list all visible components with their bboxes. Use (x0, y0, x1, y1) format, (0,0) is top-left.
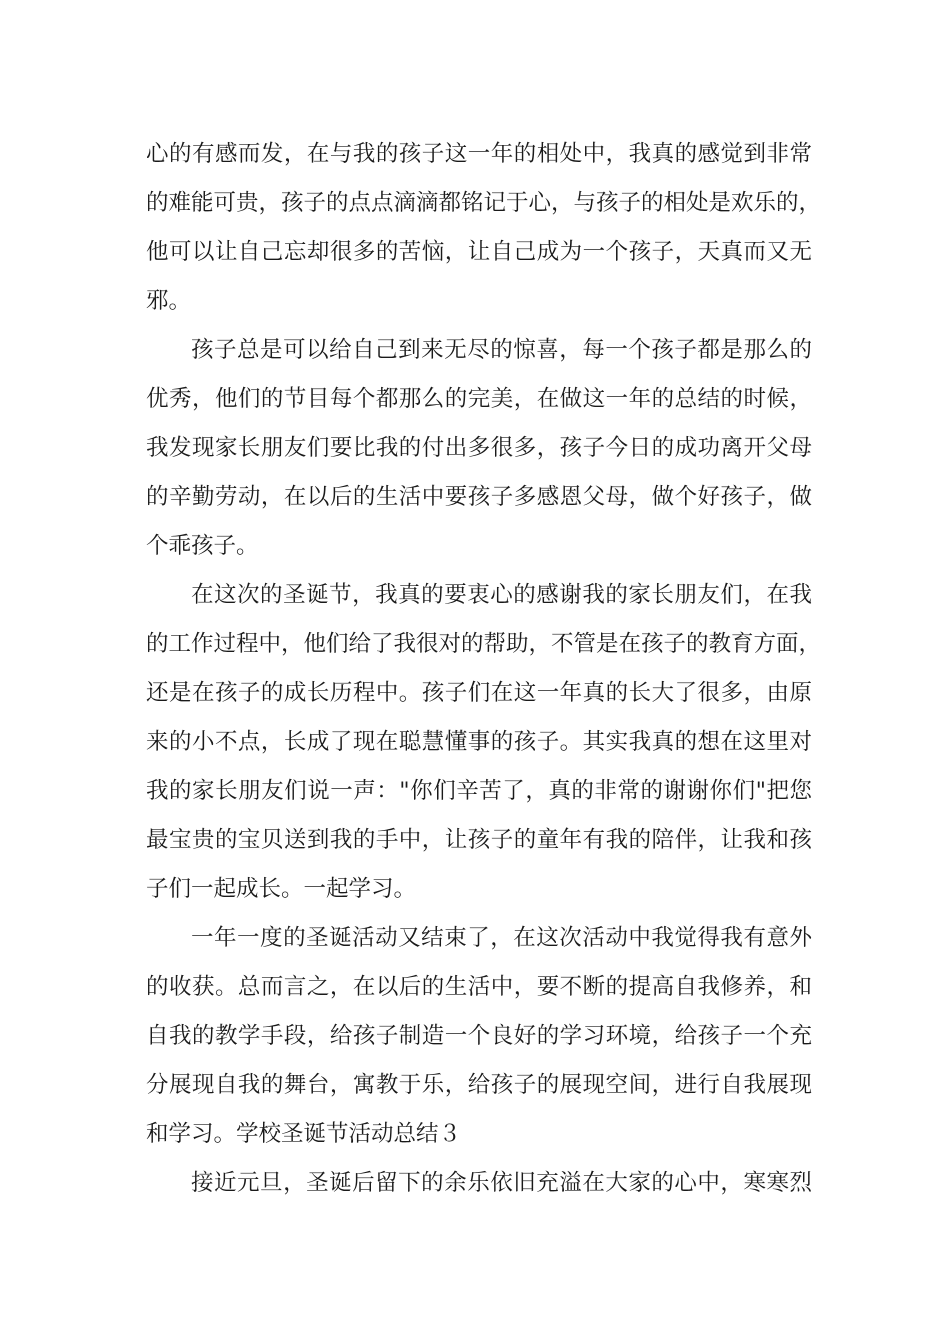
paragraph-1-line-1: 心的有感而发，在与我的孩子这一年的相处中，我真的感觉到非常 (146, 141, 812, 167)
paragraph-4-line-4: 分展现自我的舞台，寓教于乐，给孩子的展现空间，进行自我展现 (146, 1072, 812, 1098)
paragraph-2-line-4: 的辛勤劳动，在以后的生活中要孩子多感恩父母，做个好孩子，做 (146, 484, 812, 510)
paragraph-2-line-1: 孩子总是可以给自己到来无尽的惊喜，每一个孩子都是那么的 (191, 337, 812, 363)
paragraph-4-line-1: 一年一度的圣诞活动又结束了，在这次活动中我觉得我有意外 (191, 925, 812, 951)
paragraph-4-line-5: 和学习。学校圣诞节活动总结３ (146, 1121, 462, 1147)
paragraph-3-line-5: 我的家长朋友们说一声："你们辛苦了，真的非常的谢谢你们"把您 (146, 778, 812, 804)
paragraph-3-line-3: 还是在孩子的成长历程中。孩子们在这一年真的长大了很多，由原 (146, 680, 812, 706)
paragraph-4-line-2: 的收获。总而言之，在以后的生活中，要不断的提高自我修养，和 (146, 974, 812, 1000)
paragraph-1-line-2: 的难能可贵，孩子的点点滴滴都铭记于心，与孩子的相处是欢乐的， (146, 190, 822, 216)
paragraph-2-line-3: 我发现家长朋友们要比我的付出多很多，孩子今日的成功离开父母 (146, 435, 812, 461)
paragraph-3-line-6: 最宝贵的宝贝送到我的手中，让孩子的童年有我的陪伴，让我和孩 (146, 827, 812, 853)
paragraph-2-line-2: 优秀，他们的节目每个都那么的完美，在做这一年的总结的时候， (146, 386, 812, 412)
paragraph-5-line-1: 接近元旦，圣诞后留下的余乐依旧充溢在大家的心中，寒寒烈 (191, 1170, 812, 1196)
paragraph-2-line-5: 个乖孩子。 (146, 533, 259, 559)
paragraph-1-line-4: 邪。 (146, 288, 192, 314)
paragraph-4-line-3: 自我的教学手段，给孩子制造一个良好的学习环境，给孩子一个充 (146, 1023, 812, 1049)
body-text (146, 130, 822, 1208)
paragraph-1-line-3: 他可以让自己忘却很多的苦恼，让自己成为一个孩子，天真而又无 (146, 239, 812, 265)
paragraph-3-line-2: 的工作过程中，他们给了我很对的帮助，不管是在孩子的教育方面， (146, 631, 822, 657)
paragraph-3-line-7: 子们一起成长。一起学习。 (146, 876, 417, 902)
paragraph-3-line-1: 在这次的圣诞节，我真的要衷心的感谢我的家长朋友们，在我 (191, 582, 812, 608)
paragraph-3-line-4: 来的小不点，长成了现在聪慧懂事的孩子。其实我真的想在这里对 (146, 729, 812, 755)
